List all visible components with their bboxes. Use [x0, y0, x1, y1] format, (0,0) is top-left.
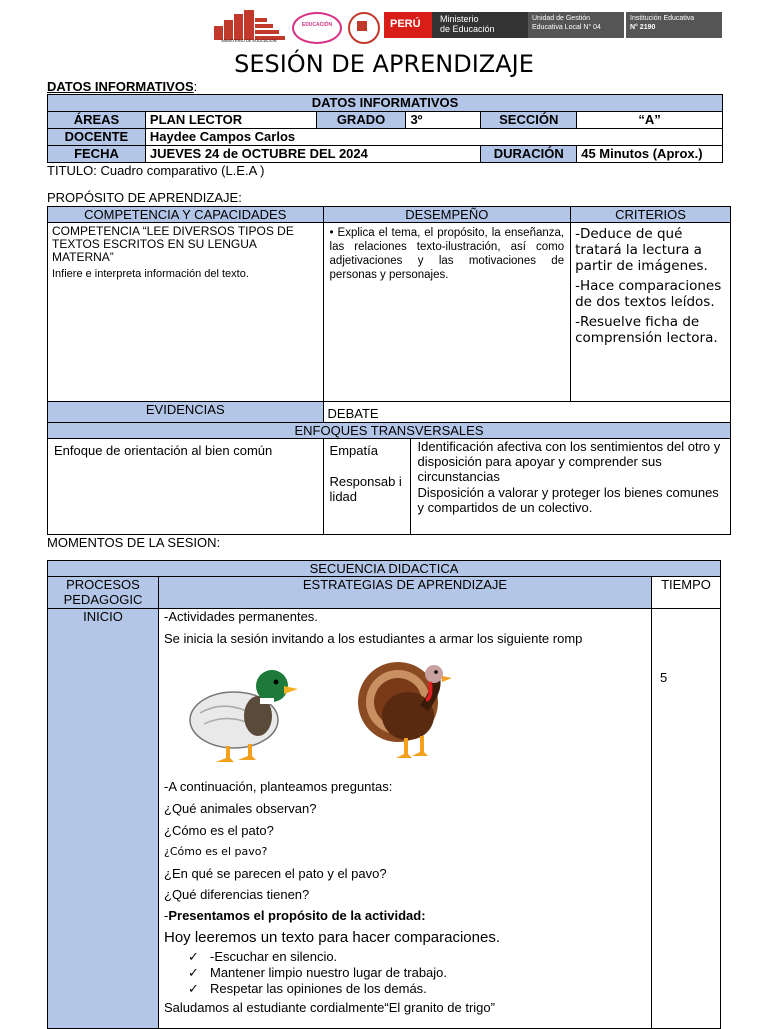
duracion-label: DURACIÓN	[481, 146, 577, 163]
duracion-value: 45 Minutos (Aprox.)	[577, 146, 723, 163]
ie-line2: N° 2190	[630, 24, 656, 31]
big-line: Hoy leeremos un texto para hacer comparaciones.	[164, 929, 501, 946]
seal-inner	[357, 21, 367, 31]
evidencias-label: EVIDENCIAS	[48, 402, 324, 424]
purpose-bold: Presentamos el propósito de la actividad:	[168, 908, 426, 923]
criterio-2: -Hace comparaciones de dos textos leídos.	[575, 278, 722, 310]
momentos-label: MOMENTOS DE LA SESION:	[47, 535, 221, 550]
page-title: SESIÓN DE APRENDIZAJE	[234, 50, 534, 78]
criterio-3: -Resuelve ficha de comprensión lectora.	[575, 314, 718, 346]
areas-label: ÁREAS	[48, 112, 146, 129]
turkey-illustration	[350, 658, 468, 770]
sec-line-3: ¿Qué animales observan?	[164, 801, 317, 816]
ie-line1: Institución Educativa	[630, 15, 695, 22]
bullet-icon: •	[329, 227, 334, 239]
datos-informativos-label	[47, 79, 197, 94]
education-badge-logo	[292, 12, 342, 44]
duck-illustration	[186, 658, 306, 768]
peru-label: PERÚ	[390, 18, 421, 30]
header-estrategias: ESTRATEGIAS DE APRENDIZAJE	[158, 577, 651, 609]
check-text-1: -Escuchar en silencio.	[210, 949, 338, 964]
info-header: DATOS INFORMATIVOS	[48, 95, 723, 112]
titulo-line: TITULO: Cuadro comparativo (L.E.A )	[47, 163, 265, 178]
tiempo-value: 5	[660, 670, 668, 685]
desc-empatia: Identificación afectiva con los sentimientos del otro y disposición para apoyar y comprender sus circunstancias	[417, 439, 721, 484]
sec-line-1: Se inicia la sesión invitando a los estudiantes a armar los siguiente romp	[164, 631, 583, 646]
header-competencia: COMPETENCIA Y CAPACIDADES	[48, 207, 324, 223]
grado-label: GRADO	[316, 112, 406, 129]
check-icon: ✓	[188, 949, 199, 964]
header-tiempo: TIEMPO	[652, 577, 721, 609]
logo-caption: MINISTERIO DE EDUCACIÓN	[221, 38, 277, 43]
docente-value: Haydee Campos Carlos	[145, 129, 722, 146]
ugel-line1: Unidad de Gestión	[532, 15, 590, 22]
header-criterios: CRITERIOS	[571, 207, 731, 223]
check-item-3	[188, 981, 427, 997]
seccion-value: “A”	[577, 112, 723, 129]
purpose-heading	[164, 908, 426, 923]
header-desempeno: DESEMPEÑO	[323, 207, 571, 223]
check-item-1	[188, 949, 337, 965]
valor-responsabilidad: Responsab ilidad	[329, 474, 402, 504]
datos-informativos-text: DATOS INFORMATIVOS	[47, 79, 194, 94]
sec-line-4: ¿Cómo es el pato?	[164, 823, 274, 838]
inicio-label: INICIO	[48, 609, 159, 1029]
check-icon: ✓	[188, 965, 199, 980]
competencia-text: COMPETENCIA “LEE DIVERSOS TIPOS DE TEXTOS ESCRITOS EN SU LENGUA MATERNA”	[52, 224, 294, 264]
purpose-dash: -	[164, 908, 169, 923]
ugel-line2: Educativa Local N° 04	[532, 24, 601, 31]
info-table	[47, 94, 723, 163]
education-badge-text: EDUCACIÓN	[301, 22, 333, 28]
check-text-3: Respetar las opiniones de los demás.	[210, 981, 427, 996]
header-procesos: PROCESOS PEDAGOGIC	[48, 577, 159, 609]
check-item-2	[188, 965, 447, 981]
enfoques-table	[47, 422, 731, 535]
sec-line-5: ¿Cómo es el pavo?	[164, 845, 268, 858]
last-line: Saludamos al estudiante cordialmente“El granito de trigo”	[164, 1000, 495, 1015]
secuencia-header: SECUENCIA DIDACTICA	[48, 561, 721, 577]
criterio-1: -Deduce de qué tratará la lectura a partir de imágenes.	[575, 226, 708, 274]
areas-value: PLAN LECTOR	[145, 112, 316, 129]
check-icon: ✓	[188, 981, 199, 996]
seccion-label: SECCIÓN	[481, 112, 577, 129]
desempeno-text: Explica el tema, el propósito, la enseñanza, las relaciones texto-ilustración, así como adjetivaciones y las motivaciones de personas y personajes.	[329, 227, 565, 281]
fecha-value: JUEVES 24 de OCTUBRE DEL 2024	[145, 146, 480, 163]
proposito-label: PROPÓSITO DE APRENDIZAJE:	[47, 190, 242, 205]
fecha-label: FECHA	[48, 146, 146, 163]
valor-empatia: Empatía	[329, 443, 378, 458]
sec-line-0: -Actividades permanentes.	[164, 609, 318, 624]
enfoque-text: Enfoque de orientación al bien común	[48, 439, 324, 535]
proposito-table	[47, 206, 731, 424]
sec-line-6: ¿En qué se parecen el pato y el pavo?	[164, 866, 387, 881]
sec-line-7: ¿Qué diferencias tienen?	[164, 887, 310, 902]
docente-label: DOCENTE	[48, 129, 146, 146]
capacidad-text: Infiere e interpreta información del texto.	[52, 268, 249, 280]
enfoques-header: ENFOQUES TRANSVERSALES	[48, 423, 731, 439]
sec-line-2: -A continuación, planteamos preguntas:	[164, 779, 393, 794]
check-text-2: Mantener limpio nuestro lugar de trabajo.	[210, 965, 448, 980]
desc-responsabilidad: Disposición a valorar y proteger los bienes comunes y compartidos de un colectivo.	[417, 485, 719, 515]
evidencias-value: DEBATE	[323, 402, 730, 424]
header-logos	[212, 10, 722, 44]
ministerio-line2: de Educación	[440, 24, 495, 34]
ministerio-line1: Ministerio	[440, 14, 479, 24]
grado-value: 3º	[406, 112, 481, 129]
datos-colon: :	[193, 79, 198, 94]
